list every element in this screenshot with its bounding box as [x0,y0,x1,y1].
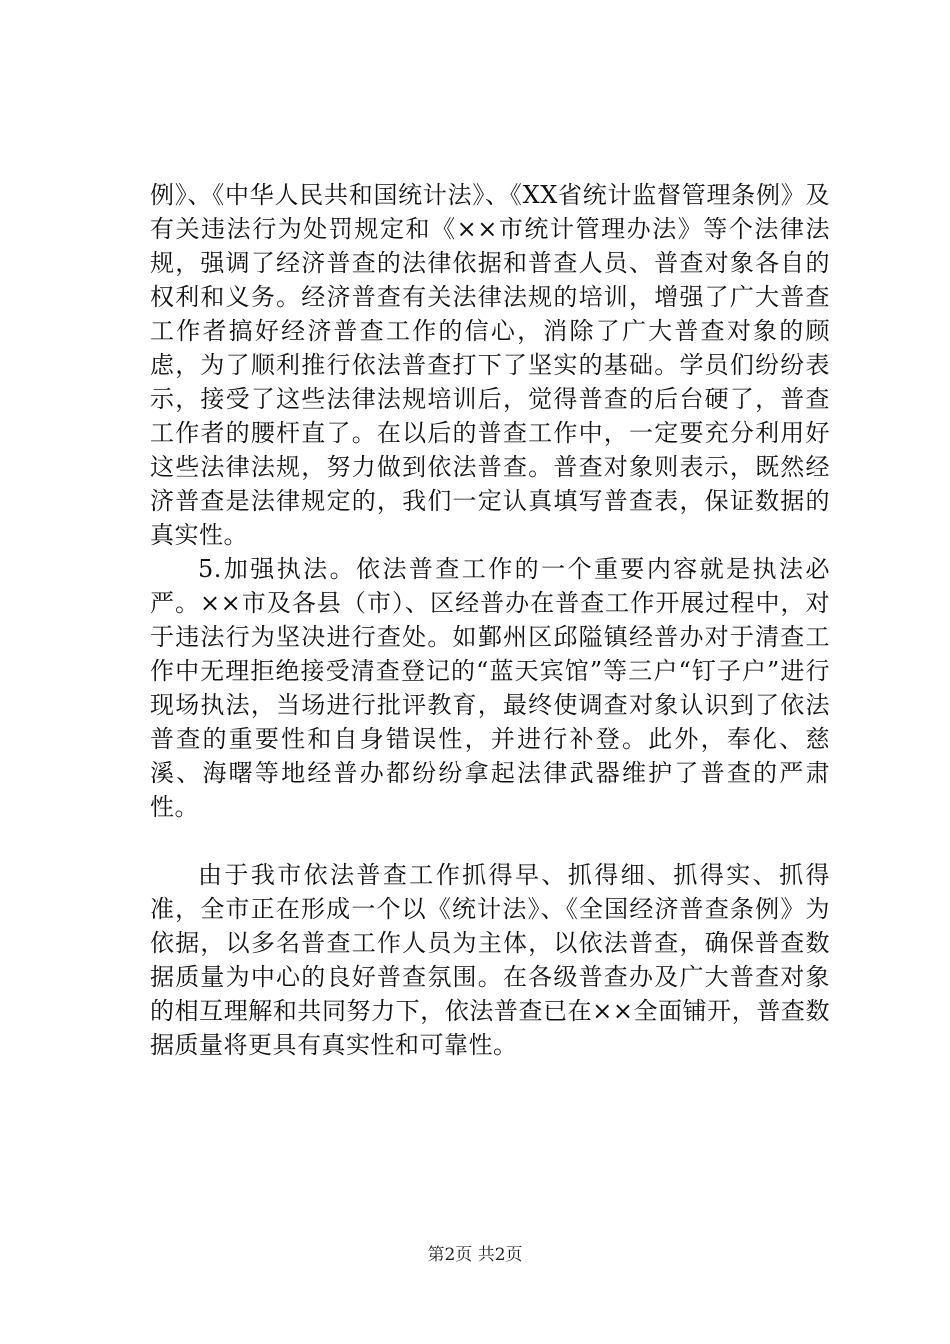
paragraph-laws-training: 例》、《中华人民共和国统计法》、《XX省统计监督管理条例》及有关违法行为处罚规定和《××市统计管理办法》等个法律法规，强调了经济普查的法律依据和普查人员、普查对象各自的权利和义务。经济普查有关法律法规的培训，增强了广大普查工作者搞好经济普查工作的信心，消除了广大普查对象的顾虑，为了顺利推行依法普查打下了坚实的基础。学员们纷纷表示，接受了这些法律法规培训后，觉得普查的后台硬了，普查工作者的腰杆直了。在以后的普查工作中，一定要充分利用好这些法律法规，努力做到依法普查。普查对象则表示，既然经济普查是法律规定的，我们一定认真填写普查表，保证数据的真实性。 [150,181,830,549]
paragraph-spacer [150,824,830,858]
document-body [150,178,830,1062]
page-footer: 第2页 共2页 [427,1245,523,1265]
paragraph-enforcement: 5.加强执法。依法普查工作的一个重要内容就是执法必严。××市及各县（市）、区经普办在普查工作开展过程中，对于违法行为坚决进行查处。如鄞州区邱隘镇经普办对于清查工作中无理拒绝接受清查登记的“蓝天宾馆”等三户“钉子户”进行现场执法，当场进行批评教育，最终使调查对象认识到了依法普查的重要性和自身错误性，并进行补登。此外，奉化、慈溪、海曙等地经普办都纷纷拿起法律武器维护了普查的严肃性。 [150,555,830,821]
paragraph-conclusion: 由于我市依法普查工作抓得早、抓得细、抓得实、抓得准，全市正在形成一个以《统计法》、《全国经济普查条例》为依据，以多名普查工作人员为主体，以依法普查，确保普查数据质量为中心的良好普查氛围。在各级普查办及广大普查对象的相互理解和共同努力下，依法普查已在××全面铺开，普查数据质量将更具有真实性和可靠性。 [150,861,830,1059]
